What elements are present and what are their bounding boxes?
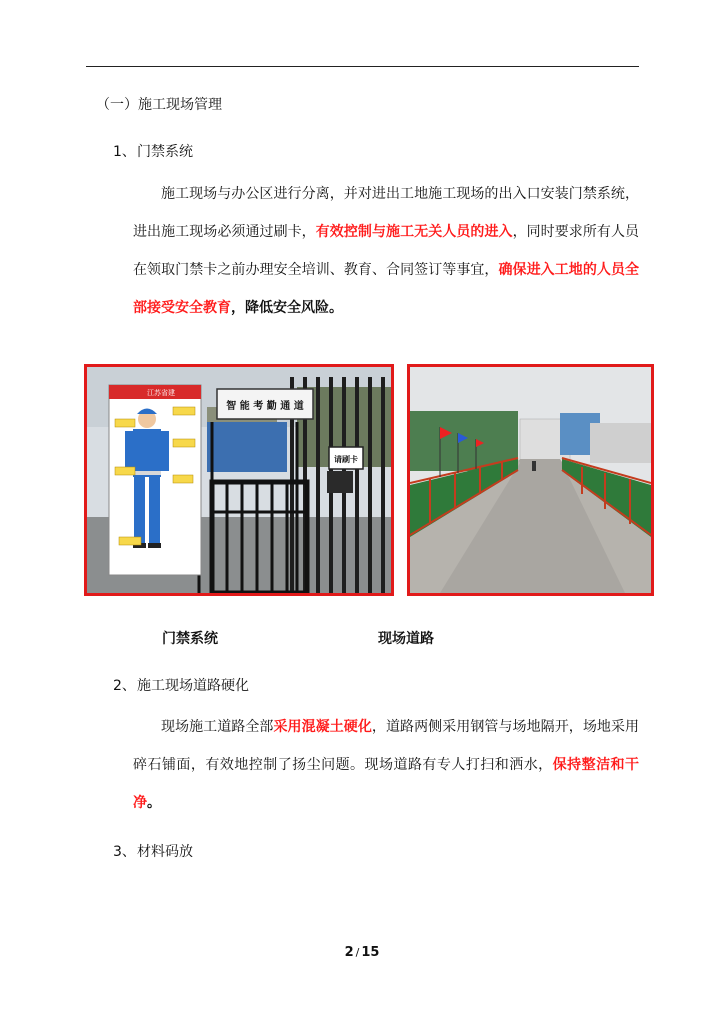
photo-site-road xyxy=(407,364,654,596)
section-number: （一） xyxy=(96,97,138,113)
highlighted-text: 有效控制与施工无关人员的进入 xyxy=(315,224,513,240)
paragraph-text: ，道路两侧采用钢管与场地隔开，场地采用碎石铺面，有效地控制了扬尘问题。现场道路有专人打扫和洒水， xyxy=(133,719,640,773)
page-total: 15 xyxy=(361,945,380,960)
page-current: 2 xyxy=(344,945,354,960)
subheading-number: 2、 xyxy=(113,678,136,694)
page-number: 2 / 15 xyxy=(344,945,380,960)
paragraph-text: ，降低安全风险。 xyxy=(231,300,343,316)
highlighted-text: 保持整洁和干净 xyxy=(133,757,640,811)
caption-site-road: 现场道路 xyxy=(378,631,434,647)
paragraph-road-hardening xyxy=(133,708,639,822)
paragraph-text: 现场施工道路全部 xyxy=(161,719,274,735)
section-title: 施工现场管理 xyxy=(138,97,222,113)
subheading-2 xyxy=(113,675,249,695)
subheading-3 xyxy=(113,841,193,861)
gate-scene-image xyxy=(87,367,391,593)
gate-sign: 智 能 考 勤 通 道 xyxy=(226,401,304,412)
highlighted-text: 确保进入工地的人员全部接受安全教育 xyxy=(133,262,639,316)
section-heading xyxy=(96,94,222,114)
subheading-title: 门禁系统 xyxy=(137,144,193,160)
subheading-title: 材料码放 xyxy=(137,844,193,860)
paragraph-text: ，同时要求所有人员在领取门禁卡之前办理安全培训、教育、合同签订等事宜， xyxy=(133,224,640,278)
subheading-1 xyxy=(113,141,193,161)
photo-access-gate xyxy=(84,364,394,596)
highlighted-text: 采用混凝土硬化 xyxy=(273,719,372,735)
road-scene-image xyxy=(410,367,651,593)
paragraph-text: 施工现场与办公区进行分离，并对进出工地施工现场的出入口安装门禁系统，进出施工现场必须通过刷卡， xyxy=(133,186,639,240)
card-reader-sign: 请刷卡 xyxy=(334,455,358,464)
subheading-title: 施工现场道路硬化 xyxy=(137,678,249,694)
subheading-number: 3、 xyxy=(113,844,136,860)
paragraph-access-control xyxy=(133,175,639,327)
poster-brand: 江苏省建 xyxy=(147,389,175,397)
caption-access-control: 门禁系统 xyxy=(162,631,218,647)
paragraph-text: 。 xyxy=(147,795,161,811)
subheading-number: 1、 xyxy=(113,144,136,160)
header-rule xyxy=(86,66,639,67)
